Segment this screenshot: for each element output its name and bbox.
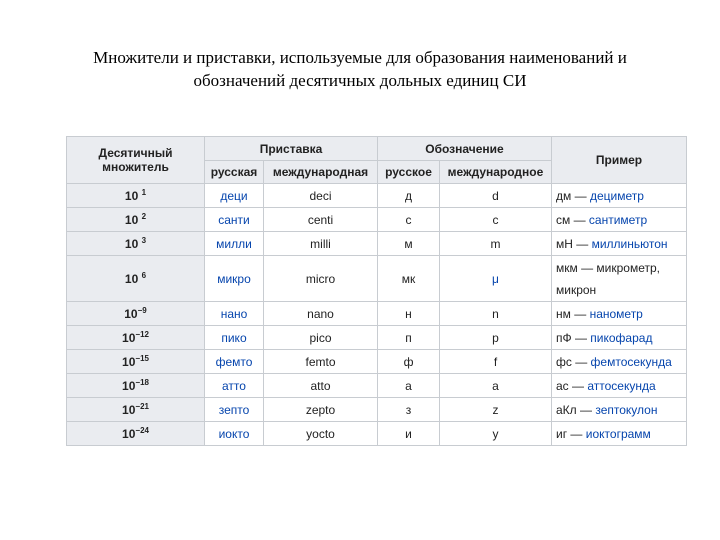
prefix-intl-cell: deci: [264, 184, 378, 208]
example-cell: см — сантиметр: [552, 208, 687, 232]
table-row: [67, 256, 687, 302]
example-link[interactable]: пикофарад: [590, 330, 653, 345]
multiplier-cell: 10 $^1$: [67, 184, 205, 208]
symbol-ru-cell: з: [378, 398, 440, 422]
example-link[interactable]: миллиньютон: [591, 236, 668, 251]
table-row: [67, 302, 687, 326]
example-link[interactable]: аттосекунда: [587, 378, 656, 393]
prefix-intl-cell: nano: [264, 302, 378, 326]
multiplier-cell: 10 $^3$: [67, 232, 205, 256]
prefix-ru-link[interactable]: атто: [205, 374, 264, 398]
multiplier-cell: $10^{-15}$: [67, 350, 205, 374]
symbol-intl-cell: a: [440, 374, 552, 398]
example-link[interactable]: зептокулон: [595, 402, 658, 417]
header-prefix-ru: русская: [205, 161, 264, 184]
prefix-intl-cell: zepto: [264, 398, 378, 422]
prefix-intl-cell: micro: [264, 256, 378, 302]
example-cell: фс — фемтосекунда: [552, 350, 687, 374]
multiplier-cell: 10 $^6$: [67, 256, 205, 302]
multiplier-cell: $10^{-24}$: [67, 422, 205, 446]
table-row: [67, 422, 687, 446]
symbol-ru-cell: ф: [378, 350, 440, 374]
prefix-ru-link[interactable]: санти: [205, 208, 264, 232]
symbol-ru-cell: а: [378, 374, 440, 398]
symbol-intl-cell: m: [440, 232, 552, 256]
title-line-1: Множители и приставки, используемые для образования наименований и: [93, 48, 627, 67]
multiplier-cell: $10^{-21}$: [67, 398, 205, 422]
multiplier-cell: $10^{-9}$: [67, 302, 205, 326]
prefix-intl-cell: atto: [264, 374, 378, 398]
prefix-ru-link[interactable]: деци: [205, 184, 264, 208]
prefix-ru-link[interactable]: микро: [205, 256, 264, 302]
symbol-ru-cell: н: [378, 302, 440, 326]
title-line-2: обозначений десятичных дольных единиц СИ: [193, 71, 527, 90]
prefix-ru-link[interactable]: нано: [205, 302, 264, 326]
prefix-intl-cell: milli: [264, 232, 378, 256]
example-cell: дм — дециметр: [552, 184, 687, 208]
example-extra: микрон: [556, 282, 597, 297]
prefix-intl-cell: centi: [264, 208, 378, 232]
table-row: [67, 208, 687, 232]
prefix-ru-link[interactable]: милли: [205, 232, 264, 256]
example-cell: иг — иоктограмм: [552, 422, 687, 446]
header-multiplier: Десятичный множитель: [67, 137, 205, 184]
header-prefix-intl: международная: [264, 161, 378, 184]
example-link[interactable]: иоктограмм: [585, 426, 651, 441]
header-example: Пример: [552, 137, 687, 184]
symbol-intl-cell: c: [440, 208, 552, 232]
symbol-intl-cell: z: [440, 398, 552, 422]
header-symbol: Обозначение: [378, 137, 552, 161]
si-prefix-table: [66, 136, 687, 446]
symbol-intl-cell: μ: [440, 256, 552, 302]
example-link[interactable]: фемтосекунда: [590, 354, 672, 369]
header-symbol-intl: международное: [440, 161, 552, 184]
header-symbol-ru: русское: [378, 161, 440, 184]
example-cell: мкм — микрометр, микрон: [552, 256, 687, 302]
header-prefix: Приставка: [205, 137, 378, 161]
page-title: [20, 46, 700, 92]
example-link[interactable]: сантиметр: [588, 212, 648, 227]
table-row: [67, 326, 687, 350]
prefix-intl-cell: yocto: [264, 422, 378, 446]
prefix-intl-cell: femto: [264, 350, 378, 374]
symbol-intl-cell: f: [440, 350, 552, 374]
symbol-intl-cell: p: [440, 326, 552, 350]
example-link[interactable]: дециметр: [589, 188, 644, 203]
symbol-intl-cell: y: [440, 422, 552, 446]
example-cell: аКл — зептокулон: [552, 398, 687, 422]
symbol-intl-cell: d: [440, 184, 552, 208]
table-row: [67, 232, 687, 256]
symbol-ru-cell: мк: [378, 256, 440, 302]
example-cell: пФ — пикофарад: [552, 326, 687, 350]
prefix-ru-link[interactable]: иокто: [205, 422, 264, 446]
symbol-ru-cell: п: [378, 326, 440, 350]
multiplier-cell: 10 $^2$: [67, 208, 205, 232]
prefix-intl-cell: pico: [264, 326, 378, 350]
symbol-intl-cell: n: [440, 302, 552, 326]
example-cell: нм — нанометр: [552, 302, 687, 326]
prefix-ru-link[interactable]: пико: [205, 326, 264, 350]
multiplier-cell: $10^{-12}$: [67, 326, 205, 350]
prefix-ru-link[interactable]: зепто: [205, 398, 264, 422]
table-row: [67, 398, 687, 422]
example-name: микрометр,: [596, 260, 661, 275]
table-row: [67, 374, 687, 398]
symbol-ru-cell: д: [378, 184, 440, 208]
example-cell: мН — миллиньютон: [552, 232, 687, 256]
table-row: [67, 350, 687, 374]
table-row: [67, 184, 687, 208]
multiplier-cell: $10^{-18}$: [67, 374, 205, 398]
symbol-ru-cell: и: [378, 422, 440, 446]
example-cell: ас — аттосекунда: [552, 374, 687, 398]
symbol-ru-cell: м: [378, 232, 440, 256]
prefix-ru-link[interactable]: фемто: [205, 350, 264, 374]
example-link[interactable]: нанометр: [589, 306, 643, 321]
symbol-ru-cell: с: [378, 208, 440, 232]
